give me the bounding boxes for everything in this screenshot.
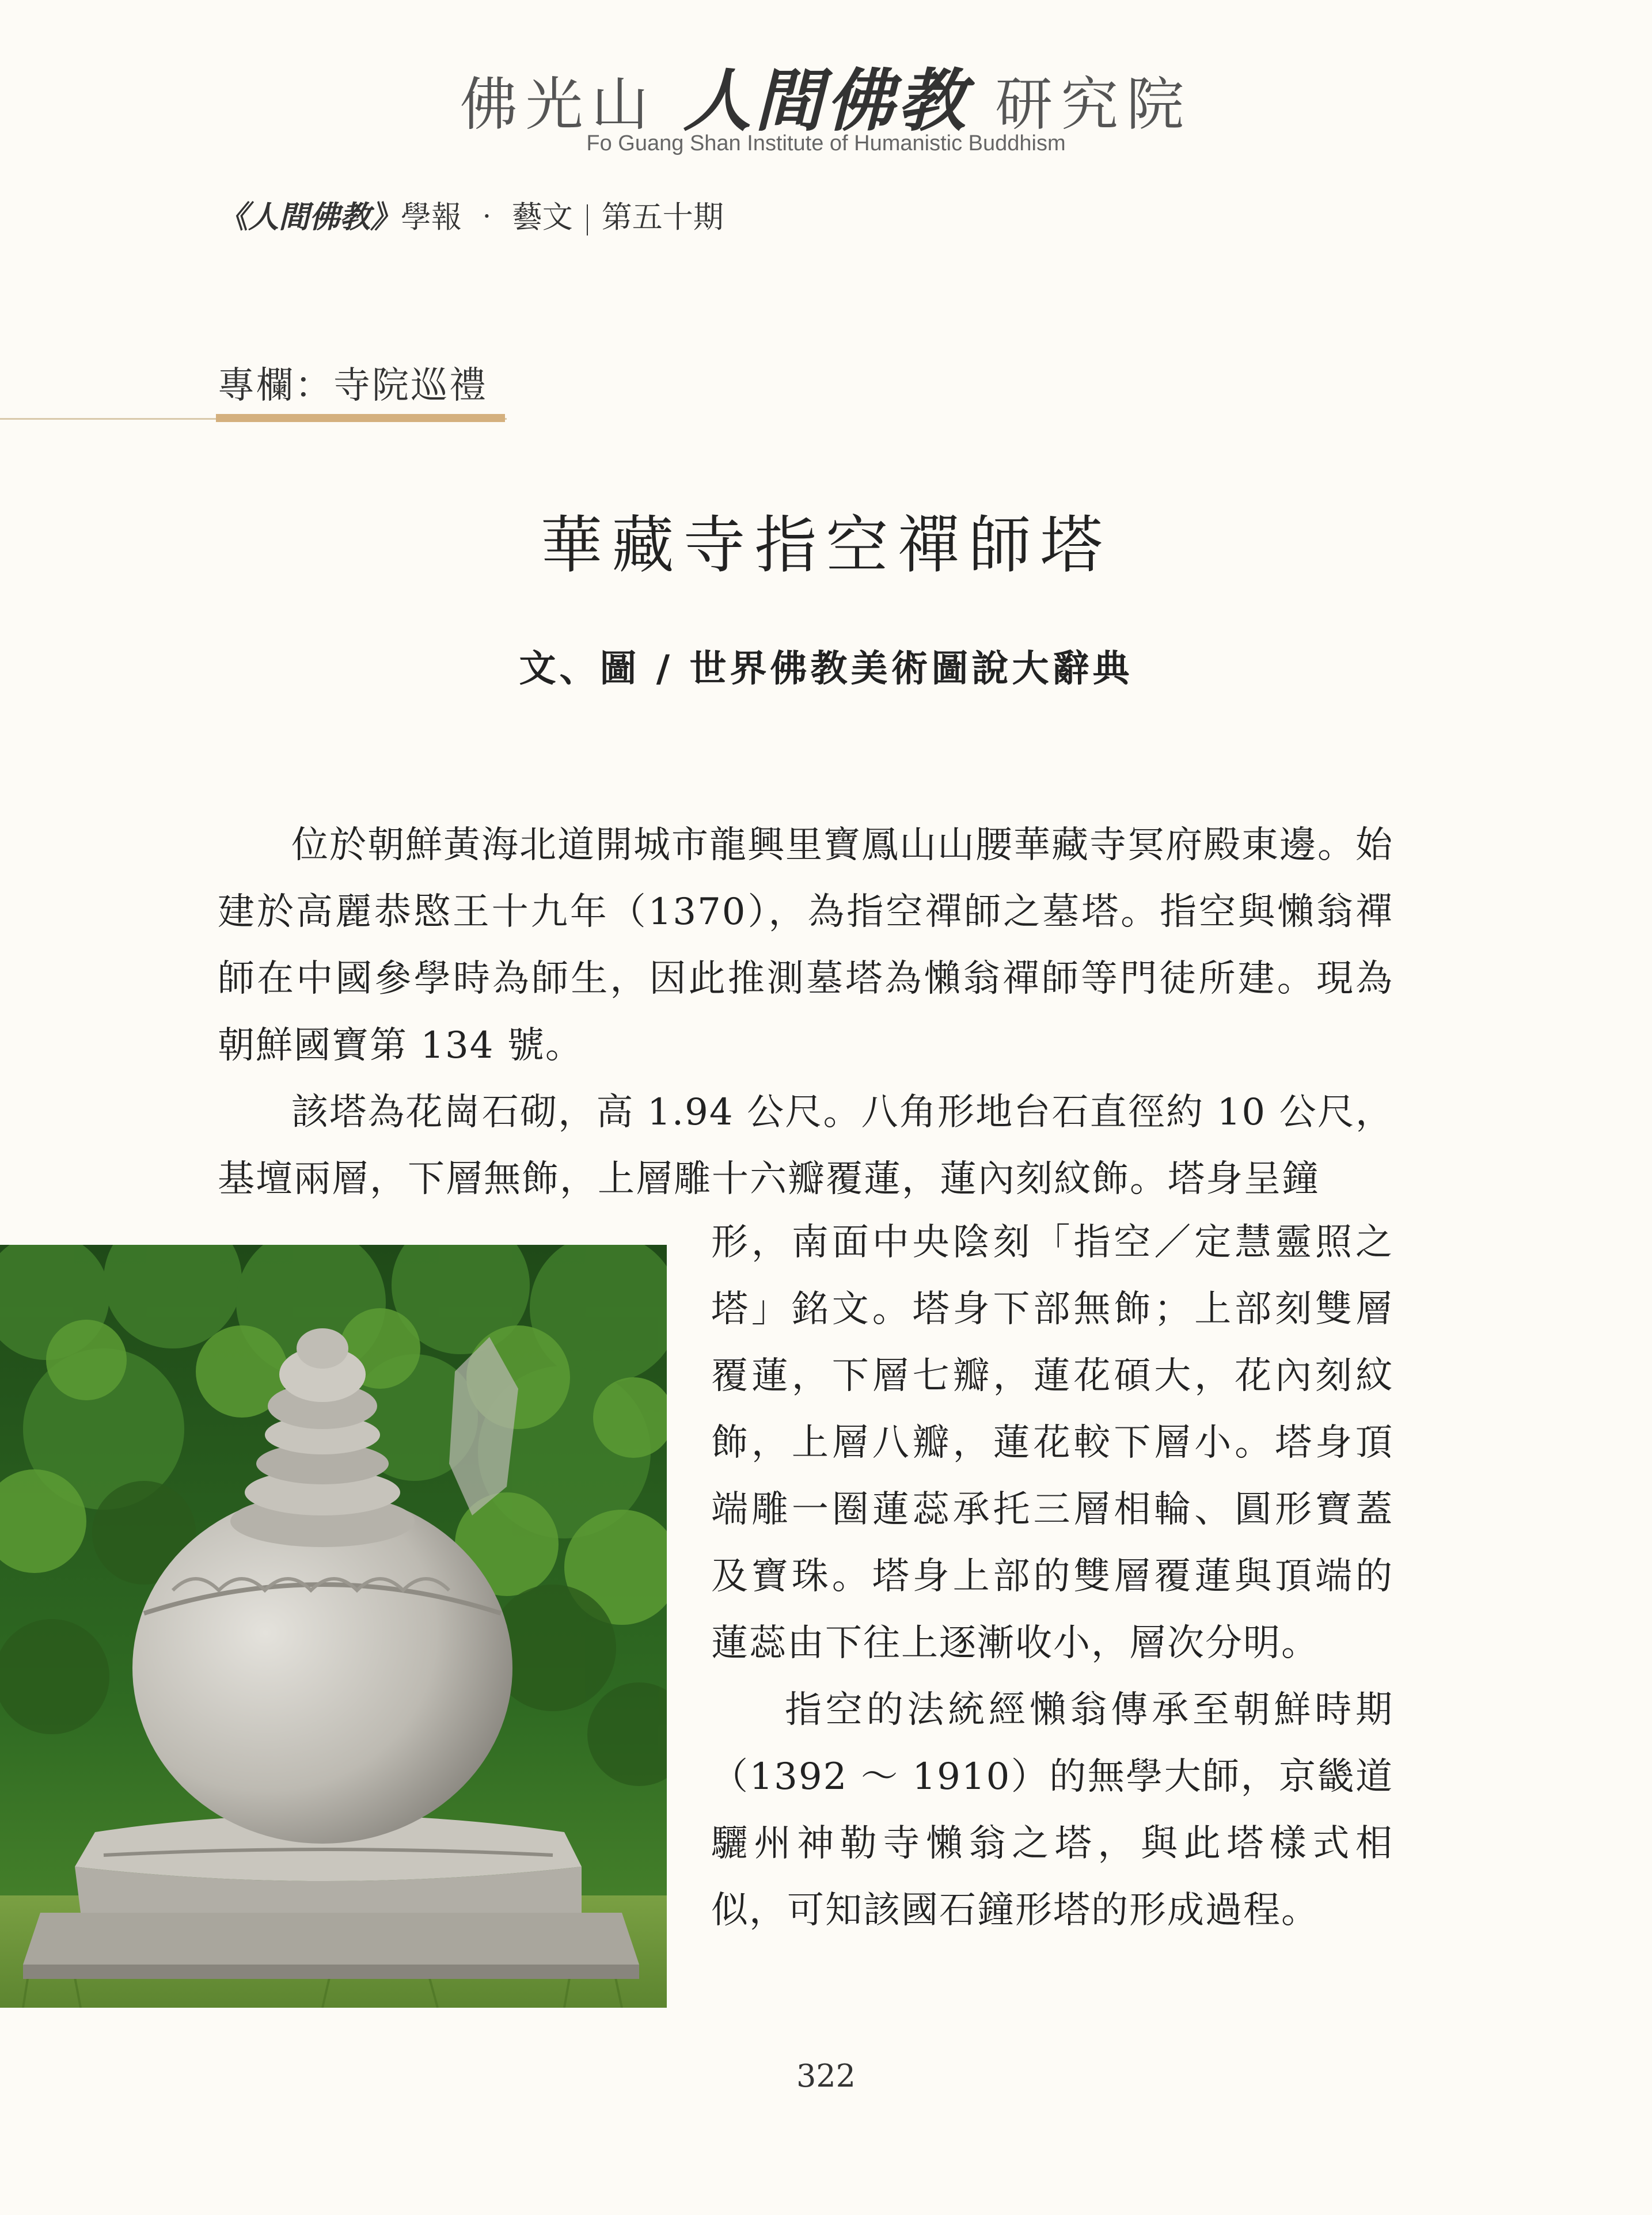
- article-byline: 文、圖 / 世界佛教美術圖說大辭典: [519, 647, 1133, 690]
- body-paragraph-1: 位於朝鮮黃海北道開城市龍興里寶鳳山山腰華藏寺冥府殿東邊。始建於高麗恭愍王十九年（1370），為指空禪師之墓塔。指空與懶翁禪師在中國參學時為師生，因此推測墓塔為懶翁禪師等門徒所建。現為朝鮮國寶第 134 號。: [218, 824, 1393, 1067]
- journal-section: 學報 ‧ 藝文: [401, 200, 573, 235]
- body-paragraph-3: 形，南面中央陰刻「指空／定慧靈照之塔」銘文。塔身下部無飾；上部刻雙層覆蓮，下層七瓣，蓮花碩大，花內刻紋飾，上層八瓣，蓮花較下層小。塔身頂端雕一圈蓮蕊承托三層相輪、圓形寶蓋及寶珠。塔身上部的雙層覆蓮與頂端的蓮蕊由下往上逐漸收小，層次分明。: [711, 1221, 1393, 1665]
- journal-title: 《人間佛教》: [218, 199, 401, 235]
- page-number: 322: [796, 2058, 856, 2094]
- stupa-photo: [0, 1245, 667, 2008]
- institute-logo: [0, 46, 1652, 144]
- article-title: 華藏寺指空禪師塔: [540, 510, 1112, 582]
- body-paragraph-4: 指空的法統經懶翁傳承至朝鮮時期（1392 ～ 1910）的無學大師，京畿道驪州神勒寺懶翁之塔，與此塔樣式相似，可知該國石鐘形塔的形成過程。: [711, 1689, 1393, 1932]
- institute-name-bold: 人間佛教: [683, 60, 969, 140]
- journal-header: [218, 193, 724, 237]
- header-divider: [587, 204, 588, 235]
- article-body-side: [711, 1209, 1393, 1944]
- article-body-top: [218, 812, 1393, 1213]
- institute-name-plain: 佛光山: [459, 71, 657, 138]
- column-rule-accent: [216, 414, 505, 422]
- institute-name-english: Fo Guang Shan Institute of Humanistic Buddhism: [586, 131, 1066, 155]
- institute-name-suffix: 研究院: [995, 71, 1193, 138]
- body-paragraph-2: 該塔為花崗石砌，高 1.94 公尺。八角形地台石直徑約 10 公尺，基壇兩層，下層無飾，上層雕十六瓣覆蓮，蓮內刻紋飾。塔身呈鐘: [218, 1091, 1393, 1200]
- issue-number: 第五十期: [601, 200, 724, 235]
- column-label: 專欄：寺院巡禮: [218, 364, 488, 407]
